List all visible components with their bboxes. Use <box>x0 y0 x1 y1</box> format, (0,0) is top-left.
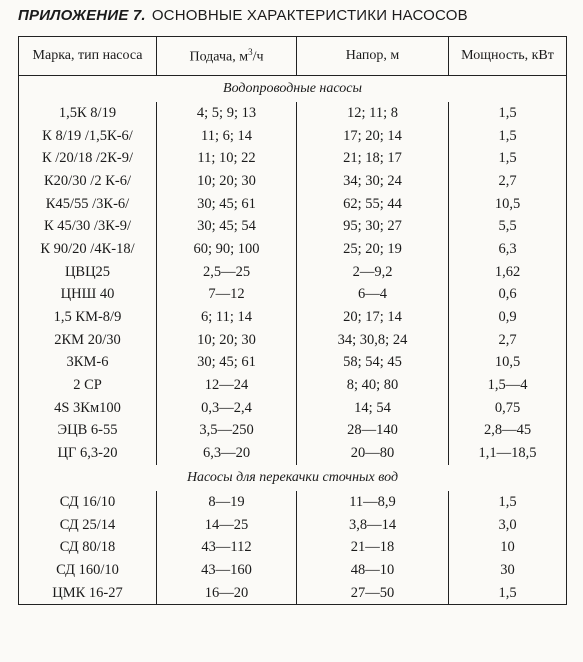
cell-power: 10 <box>449 536 567 559</box>
table-row <box>19 536 567 559</box>
section-row <box>19 76 567 103</box>
cell-flow: 6; 11; 14 <box>157 306 297 329</box>
cell-power: 0,6 <box>449 284 567 307</box>
cell-power: 2,7 <box>449 170 567 193</box>
cell-power: 10,5 <box>449 352 567 375</box>
cell-flow: 4; 5; 9; 13 <box>157 102 297 125</box>
cell-power: 1,5 <box>449 125 567 148</box>
section-row <box>19 465 567 491</box>
cell-head: 3,8—14 <box>297 514 449 537</box>
cell-power: 5,5 <box>449 215 567 238</box>
cell-brand: 2 СР <box>19 374 157 397</box>
cell-power: 30 <box>449 559 567 582</box>
cell-brand: ЦМК 16-27 <box>19 582 157 605</box>
cell-head: 14; 54 <box>297 397 449 420</box>
table-row <box>19 102 567 125</box>
table-row <box>19 329 567 352</box>
table-row <box>19 514 567 537</box>
cell-flow: 7—12 <box>157 284 297 307</box>
cell-brand: СД 80/18 <box>19 536 157 559</box>
cell-power: 2,7 <box>449 329 567 352</box>
cell-brand: СД 160/10 <box>19 559 157 582</box>
cell-head: 8; 40; 80 <box>297 374 449 397</box>
cell-brand: ЦВЦ25 <box>19 261 157 284</box>
table-row <box>19 559 567 582</box>
cell-brand: ЦГ 6,3-20 <box>19 442 157 465</box>
cell-flow: 0,3—2,4 <box>157 397 297 420</box>
cell-flow: 2,5—25 <box>157 261 297 284</box>
cell-brand: 1,5К 8/19 <box>19 102 157 125</box>
cell-power: 1,5 <box>449 147 567 170</box>
cell-brand: К 45/30 /3К-9/ <box>19 215 157 238</box>
cell-flow: 6,3—20 <box>157 442 297 465</box>
cell-head: 20—80 <box>297 442 449 465</box>
cell-brand: ЭЦВ 6-55 <box>19 420 157 443</box>
cell-head: 58; 54; 45 <box>297 352 449 375</box>
table-row <box>19 582 567 605</box>
table-row <box>19 125 567 148</box>
cell-head: 11—8,9 <box>297 491 449 514</box>
cell-flow: 12—24 <box>157 374 297 397</box>
cell-power: 1,1—18,5 <box>449 442 567 465</box>
cell-power: 1,5 <box>449 582 567 605</box>
cell-head: 28—140 <box>297 420 449 443</box>
table-row <box>19 374 567 397</box>
cell-head: 34; 30; 24 <box>297 170 449 193</box>
cell-head: 20; 17; 14 <box>297 306 449 329</box>
table-row <box>19 147 567 170</box>
table-row <box>19 284 567 307</box>
table-row <box>19 442 567 465</box>
table-row <box>19 193 567 216</box>
table-row <box>19 306 567 329</box>
page-title <box>18 7 468 24</box>
cell-flow: 11; 10; 22 <box>157 147 297 170</box>
header-power: Мощность, кВт <box>449 37 567 76</box>
cell-brand: К45/55 /3К-6/ <box>19 193 157 216</box>
table-row <box>19 491 567 514</box>
cell-head: 17; 20; 14 <box>297 125 449 148</box>
table-row <box>19 261 567 284</box>
cell-brand: СД 16/10 <box>19 491 157 514</box>
cell-brand: К /20/18 /2К-9/ <box>19 147 157 170</box>
cell-brand: К 8/19 /1,5К-6/ <box>19 125 157 148</box>
cell-power: 0,9 <box>449 306 567 329</box>
header-row <box>19 37 567 76</box>
cell-flow: 8—19 <box>157 491 297 514</box>
cell-brand: СД 25/14 <box>19 514 157 537</box>
cell-power: 0,75 <box>449 397 567 420</box>
cell-head: 21; 18; 17 <box>297 147 449 170</box>
cell-brand: К20/30 /2 К-6/ <box>19 170 157 193</box>
cell-flow: 43—160 <box>157 559 297 582</box>
cell-brand: 1,5 КМ-8/9 <box>19 306 157 329</box>
cell-head: 27—50 <box>297 582 449 605</box>
cell-power: 6,3 <box>449 238 567 261</box>
cell-flow: 43—112 <box>157 536 297 559</box>
cell-head: 34; 30,8; 24 <box>297 329 449 352</box>
cell-head: 62; 55; 44 <box>297 193 449 216</box>
section-title: Насосы для перекачки сточных вод <box>19 465 567 491</box>
cell-brand: 2КМ 20/30 <box>19 329 157 352</box>
cell-flow: 60; 90; 100 <box>157 238 297 261</box>
cell-head: 48—10 <box>297 559 449 582</box>
cell-power: 1,5—4 <box>449 374 567 397</box>
header-flow <box>157 37 297 76</box>
cell-flow: 16—20 <box>157 582 297 605</box>
cell-flow: 14—25 <box>157 514 297 537</box>
cell-flow: 30; 45; 61 <box>157 193 297 216</box>
cell-flow: 3,5—250 <box>157 420 297 443</box>
table-row <box>19 170 567 193</box>
table-body <box>19 76 567 605</box>
header-flow-sup: 3 <box>248 46 253 57</box>
header-head: Напор, м <box>297 37 449 76</box>
cell-power: 2,8—45 <box>449 420 567 443</box>
appendix-label: ПРИЛОЖЕНИЕ 7. <box>18 7 146 24</box>
pump-table <box>18 36 567 605</box>
cell-power: 1,5 <box>449 102 567 125</box>
cell-brand: 4S 3Км100 <box>19 397 157 420</box>
cell-power: 10,5 <box>449 193 567 216</box>
cell-head: 21—18 <box>297 536 449 559</box>
cell-head: 2—9,2 <box>297 261 449 284</box>
cell-head: 95; 30; 27 <box>297 215 449 238</box>
header-flow-tail: /ч <box>252 49 264 65</box>
cell-power: 1,5 <box>449 491 567 514</box>
cell-flow: 10; 20; 30 <box>157 329 297 352</box>
header-flow-text: Подача, м <box>189 49 249 65</box>
table-row <box>19 352 567 375</box>
cell-brand: К 90/20 /4К-18/ <box>19 238 157 261</box>
cell-brand: 3КМ-6 <box>19 352 157 375</box>
table-row <box>19 215 567 238</box>
table-row <box>19 238 567 261</box>
table-row <box>19 397 567 420</box>
cell-power: 1,62 <box>449 261 567 284</box>
cell-power: 3,0 <box>449 514 567 537</box>
table-row <box>19 420 567 443</box>
cell-flow: 10; 20; 30 <box>157 170 297 193</box>
section-title: Водопроводные насосы <box>19 76 567 103</box>
cell-flow: 11; 6; 14 <box>157 125 297 148</box>
cell-head: 25; 20; 19 <box>297 238 449 261</box>
header-brand: Марка, тип насоса <box>19 37 157 76</box>
cell-flow: 30; 45; 54 <box>157 215 297 238</box>
cell-flow: 30; 45; 61 <box>157 352 297 375</box>
cell-head: 12; 11; 8 <box>297 102 449 125</box>
cell-head: 6—4 <box>297 284 449 307</box>
appendix-title: ОСНОВНЫЕ ХАРАКТЕРИСТИКИ НАСОСОВ <box>151 7 468 24</box>
cell-brand: ЦНШ 40 <box>19 284 157 307</box>
